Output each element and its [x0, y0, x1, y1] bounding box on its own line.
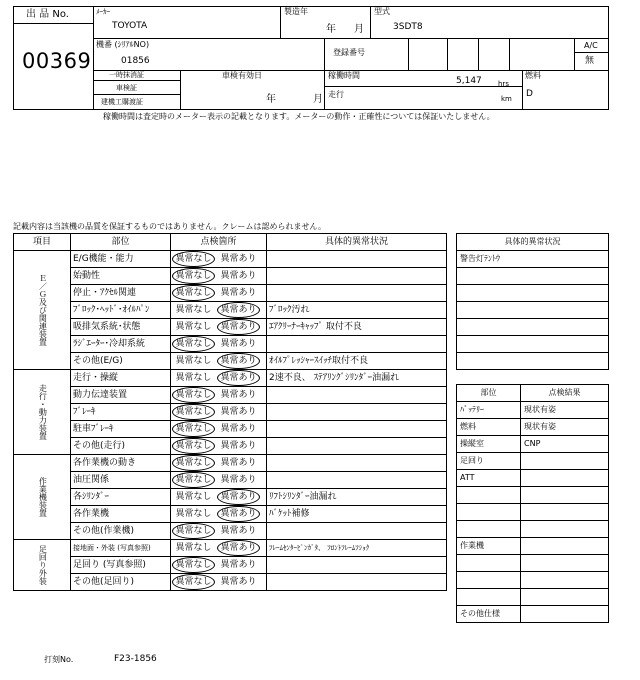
side-abnormal-cell [457, 353, 609, 370]
category-cell: Ｅ／Ｇ及び関連装置 [14, 251, 71, 370]
year-label: 製造年 [284, 7, 308, 16]
side-result-cell [521, 589, 609, 606]
side-part-cell: ﾊﾞｯﾃﾘｰ [457, 402, 521, 419]
check-cell [170, 404, 266, 421]
side-result-cell [521, 538, 609, 555]
serial-label: 機番 (ｼﾘｱﾙNO) [96, 40, 150, 49]
status-normal: 異常なし [175, 542, 212, 553]
detail-cell [266, 404, 446, 421]
check-cell [170, 540, 266, 557]
status-abnormal: 異常あり [216, 323, 261, 332]
side-part-cell [457, 504, 521, 521]
model-value: 3SDT8 [393, 22, 423, 32]
table-row [14, 438, 447, 455]
table-row [14, 370, 447, 387]
status-abnormal: 異常あり [220, 253, 257, 264]
table-row [14, 404, 447, 421]
detail-cell: ｴｱｸﾘｰﾅｰｷｬｯﾌﾟ 取付不良 [266, 319, 446, 336]
col-check: 点検箇所 [170, 234, 266, 251]
hours-value: 5,147 [456, 76, 482, 86]
part-cell: 各作業機 [70, 506, 170, 523]
status-abnormal: 異常あり [220, 270, 257, 281]
side-abnormal-row [457, 319, 609, 336]
status-abnormal: 異常あり [216, 357, 261, 366]
status-abnormal: 異常あり [220, 576, 257, 587]
table-row [14, 387, 447, 404]
side-abnormal-row [457, 251, 609, 268]
part-cell: 動力伝達装置 [70, 387, 170, 404]
category-cell: 足回り外装 [14, 540, 71, 591]
status-normal: 異常なし [171, 425, 216, 434]
detail-cell [266, 251, 446, 268]
part-cell: ﾌﾞﾚｰｷ [70, 404, 170, 421]
category-cell: 走行・動力装置 [14, 370, 71, 455]
side-result-row [457, 555, 609, 572]
lot-number: 00369 [22, 49, 92, 73]
selected-circle-mark [172, 285, 215, 301]
maker-label: ﾒｰｶｰ [96, 8, 110, 16]
side-result-row [457, 606, 609, 623]
status-normal: 異常なし [171, 255, 216, 264]
check-cell [170, 387, 266, 404]
selected-circle-mark [217, 489, 260, 505]
detail-cell [266, 557, 446, 574]
status-abnormal: 異常あり [220, 457, 257, 468]
side-result-row [457, 589, 609, 606]
side-result-cell [521, 487, 609, 504]
check-cell [170, 574, 266, 591]
status-normal: 異常なし [171, 459, 216, 468]
check-cell [170, 506, 266, 523]
side-result-row [457, 436, 609, 453]
status-normal: 異常なし [171, 527, 216, 536]
side-abnormal-row [457, 302, 609, 319]
side-abnormal-cell [457, 319, 609, 336]
table-row [14, 523, 447, 540]
part-cell: その他(走行) [70, 438, 170, 455]
side-result-cell [521, 606, 609, 623]
cert-label-1: 一時抹消証 [109, 71, 144, 79]
side-abnormal-cell [457, 285, 609, 302]
detail-cell [266, 336, 446, 353]
cert-label-3: 建機工購渡証 [101, 98, 143, 106]
side-result-cell [521, 555, 609, 572]
selected-circle-mark [172, 336, 215, 352]
selected-circle-mark [172, 387, 215, 403]
status-abnormal: 異常あり [220, 406, 257, 417]
selected-circle-mark [217, 353, 260, 369]
detail-cell [266, 455, 446, 472]
side-result-row [457, 521, 609, 538]
detail-cell [266, 387, 446, 404]
km-unit: km [501, 95, 512, 103]
status-abnormal: 異常あり [220, 423, 257, 434]
side-part-cell: ATT [457, 470, 521, 487]
table-row [14, 557, 447, 574]
model-label: 型式 [374, 7, 390, 16]
inspection-label: 車検有効日 [222, 71, 262, 80]
selected-circle-mark [217, 540, 260, 556]
side-result-row [457, 504, 609, 521]
side-result-row [457, 572, 609, 589]
detail-cell: 2速不良、 ｽﾃｱﾘﾝｸﾞｼﾘﾝﾀﾞｰ油漏れ [266, 370, 446, 387]
selected-circle-mark [172, 268, 215, 284]
part-cell: 油圧関係 [70, 472, 170, 489]
side-result-cell [521, 470, 609, 487]
side-result-cell [521, 504, 609, 521]
selected-circle-mark [172, 438, 215, 454]
status-normal: 異常なし [171, 408, 216, 417]
table-row [14, 455, 447, 472]
side-part-cell [457, 487, 521, 504]
check-cell [170, 489, 266, 506]
side-part-cell [457, 572, 521, 589]
table-row [14, 336, 447, 353]
side-result-row [457, 487, 609, 504]
part-cell: 吸排気系統･状態 [70, 319, 170, 336]
side-abnormal-row [457, 353, 609, 370]
check-cell [170, 302, 266, 319]
part-cell: 停止・ｱｸｾﾙ関連 [70, 285, 170, 302]
stamp-value: F23-1856 [114, 654, 157, 664]
reg-label: 登録番号 [333, 48, 365, 57]
part-cell: その他(E/G) [70, 353, 170, 370]
table-row [14, 421, 447, 438]
detail-cell [266, 285, 446, 302]
side-abnormal-cell [457, 268, 609, 285]
status-normal: 異常なし [175, 355, 212, 366]
side-part-cell [457, 555, 521, 572]
side-abnormal-cell [457, 336, 609, 353]
check-cell [170, 251, 266, 268]
detail-cell: ﾘﾌﾄｼﾘﾝﾀﾞｰ油漏れ [266, 489, 446, 506]
side-result-cell: CNP [521, 436, 609, 453]
check-cell [170, 523, 266, 540]
part-cell: 各ｼﾘﾝﾀﾞｰ [70, 489, 170, 506]
table-row [14, 251, 447, 268]
status-abnormal: 異常あり [220, 389, 257, 400]
side-abnormal-cell: 警告灯ﾃﾝﾄｳ [457, 251, 609, 268]
check-cell [170, 319, 266, 336]
selected-circle-mark [172, 557, 215, 573]
table-row [14, 353, 447, 370]
status-normal: 異常なし [171, 561, 216, 570]
status-abnormal: 異常あり [220, 525, 257, 536]
inspection-table [13, 233, 447, 591]
serial-value: 01856 [121, 56, 150, 66]
side-result-row [457, 453, 609, 470]
maker-value: TOYOTA [112, 21, 148, 31]
selected-circle-mark [217, 319, 260, 335]
side-result-cell [521, 453, 609, 470]
check-cell [170, 557, 266, 574]
status-abnormal: 異常あり [220, 440, 257, 451]
side-result-cell: 現状有姿 [521, 402, 609, 419]
status-abnormal: 異常あり [216, 306, 261, 315]
year-unit: 年 [326, 24, 336, 35]
status-normal: 異常なし [171, 442, 216, 451]
detail-cell [266, 472, 446, 489]
mileage-label: 走行 [328, 90, 344, 99]
check-cell [170, 285, 266, 302]
check-cell [170, 370, 266, 387]
status-normal: 異常なし [175, 321, 212, 332]
check-cell [170, 472, 266, 489]
col-part: 部位 [70, 234, 170, 251]
detail-cell [266, 268, 446, 285]
side-part-cell: 作業機 [457, 538, 521, 555]
side-abnormal-row [457, 285, 609, 302]
selected-circle-mark [172, 574, 215, 590]
part-cell: その他(作業機) [70, 523, 170, 540]
part-cell: その他(足回り) [70, 574, 170, 591]
side-abnormal-row [457, 268, 609, 285]
col-category: 項目 [14, 234, 71, 251]
check-cell [170, 353, 266, 370]
selected-circle-mark [172, 472, 215, 488]
category-cell: 作業機装置 [14, 455, 71, 540]
status-abnormal: 異常あり [220, 474, 257, 485]
selected-circle-mark [172, 455, 215, 471]
status-abnormal: 異常あり [216, 374, 261, 383]
ac-value: 無 [585, 56, 595, 66]
detail-cell: ｵｲﾙﾌﾟﾚｯｼｬｰｽｲｯﾁ取付不良 [266, 353, 446, 370]
col-detail: 具体的異常状況 [266, 234, 446, 251]
table-row [14, 506, 447, 523]
part-cell: ﾌﾞﾛｯｸ･ﾍｯﾄﾞ･ｵｲﾙﾊﾟﾝ [70, 302, 170, 319]
table-row [14, 489, 447, 506]
status-normal: 異常なし [171, 578, 216, 587]
table-row [14, 302, 447, 319]
inspection-month: 月 [313, 94, 323, 105]
fuel-label: 燃料 [525, 71, 541, 80]
side-part-cell: 燃料 [457, 419, 521, 436]
selected-circle-mark [172, 404, 215, 420]
side-col-part: 部位 [457, 385, 521, 402]
part-cell: E/G機能・能力 [70, 251, 170, 268]
check-cell [170, 268, 266, 285]
status-abnormal: 異常あり [220, 338, 257, 349]
status-normal: 異常なし [171, 391, 216, 400]
detail-cell [266, 421, 446, 438]
side-part-cell: その他仕様 [457, 606, 521, 623]
check-cell [170, 438, 266, 455]
side-part-cell: 操縦室 [457, 436, 521, 453]
part-cell: ﾗｼﾞｴｰﾀｰ･冷却系統 [70, 336, 170, 353]
status-normal: 異常なし [175, 491, 212, 502]
side-result-cell [521, 521, 609, 538]
inspection-table-header [14, 234, 447, 251]
detail-cell: ﾌﾞﾛｯｸ汚れ [266, 302, 446, 319]
status-normal: 異常なし [171, 340, 216, 349]
check-cell [170, 336, 266, 353]
status-abnormal: 異常あり [216, 493, 261, 502]
detail-cell: ﾌﾚｰﾑｾﾝﾀｰﾋﾟﾝｶﾞﾀ、 ﾌﾛﾝﾄﾌﾚｰﾑﾌｼｮｸ [266, 540, 446, 557]
selected-circle-mark [217, 506, 260, 522]
side-part-cell [457, 521, 521, 538]
part-cell: 各作業機の動き [70, 455, 170, 472]
selected-circle-mark [217, 302, 260, 318]
hours-note: 稼働時間は査定時のメーター表示の記載となります。メーターの動作・正確性については保証いたしません。 [103, 112, 495, 121]
table-row [14, 285, 447, 302]
selected-circle-mark [172, 251, 215, 267]
side-abnormal-header: 具体的異常状況 [457, 234, 609, 251]
selected-circle-mark [217, 370, 260, 386]
stamp-label: 打刻No. [44, 655, 74, 664]
side-result-row [457, 402, 609, 419]
part-cell: 接地面・外装 (写真参照) [70, 540, 170, 557]
side-abnormal-table [456, 233, 609, 370]
side-result-row [457, 419, 609, 436]
side-result-row [457, 470, 609, 487]
status-normal: 異常なし [171, 476, 216, 485]
table-row [14, 574, 447, 591]
part-cell: 駐車ﾌﾞﾚｰｷ [70, 421, 170, 438]
table-row [14, 319, 447, 336]
side-result-cell: 現状有姿 [521, 419, 609, 436]
side-abnormal-row [457, 336, 609, 353]
status-normal: 異常なし [175, 304, 212, 315]
status-normal: 異常なし [171, 289, 216, 298]
status-normal: 異常なし [175, 372, 212, 383]
detail-cell [266, 438, 446, 455]
part-cell: 走行・操縦 [70, 370, 170, 387]
detail-cell: ﾊﾞｹｯﾄ補修 [266, 506, 446, 523]
lot-label: 出 品 No. [26, 9, 69, 20]
status-abnormal: 異常あり [220, 287, 257, 298]
status-abnormal: 異常あり [216, 544, 261, 553]
part-cell: 始動性 [70, 268, 170, 285]
detail-cell [266, 523, 446, 540]
part-cell: 足回り (写真参照) [70, 557, 170, 574]
month-unit: 月 [354, 24, 364, 35]
disclaimer: 記載内容は当該機の品質を保証するものではありません。クレームは認められません。 [13, 222, 326, 231]
side-result-row [457, 538, 609, 555]
side-part-cell: 足回り [457, 453, 521, 470]
ac-label: A/C [584, 41, 598, 50]
hours-unit: hrs [498, 80, 509, 88]
inspection-year: 年 [266, 94, 276, 105]
status-normal: 異常なし [175, 508, 212, 519]
table-row [14, 268, 447, 285]
check-cell [170, 421, 266, 438]
fuel-value: D [526, 89, 533, 99]
side-result-cell [521, 572, 609, 589]
selected-circle-mark [172, 421, 215, 437]
table-row [14, 540, 447, 557]
table-row [14, 472, 447, 489]
cert-label-2: 車検証 [116, 84, 137, 92]
side-abnormal-cell [457, 302, 609, 319]
side-part-cell [457, 589, 521, 606]
side-col-result: 点検結果 [521, 385, 609, 402]
detail-cell [266, 574, 446, 591]
check-cell [170, 455, 266, 472]
status-abnormal: 異常あり [216, 510, 261, 519]
status-normal: 異常なし [171, 272, 216, 281]
side-result-table [456, 384, 609, 623]
status-abnormal: 異常あり [220, 559, 257, 570]
selected-circle-mark [172, 523, 215, 539]
hours-label: 稼働時間 [328, 71, 360, 80]
